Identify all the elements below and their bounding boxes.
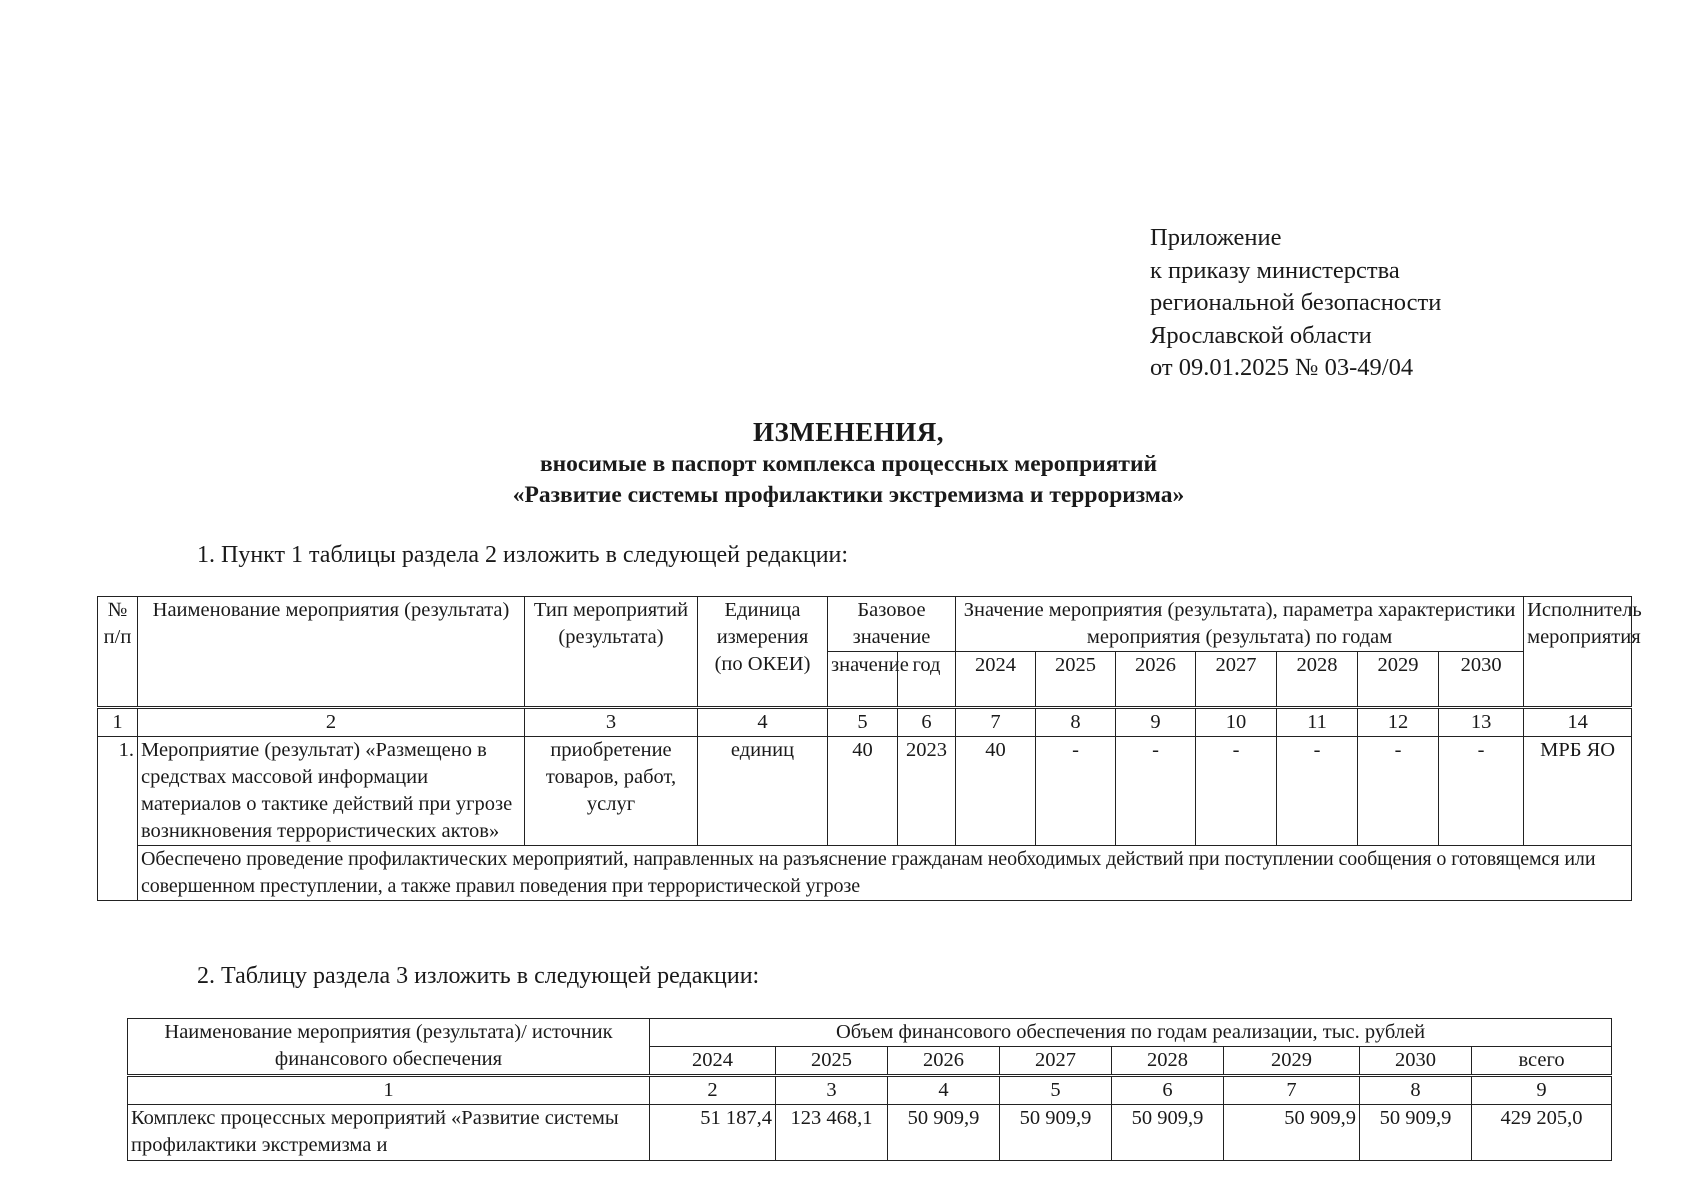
appendix-line-3: региональной безопасности [1150,289,1442,316]
colnum-9: 9 [1472,1076,1612,1105]
row-base-value: 40 [828,737,898,846]
header-base-value: значение [828,652,898,708]
colnum-8: 8 [1360,1076,1472,1105]
row-num: 1. [98,737,138,901]
row-value-2027: 50 909,9 [1000,1105,1112,1161]
row-value-2026: 50 909,9 [888,1105,1000,1161]
row-value-2026: - [1116,737,1196,846]
row-base-year: 2023 [898,737,956,846]
row-value-2027: - [1196,737,1277,846]
appendix-line-2: к приказу министерства [1150,256,1400,284]
header-year-2030: 2030 [1439,652,1524,708]
row-value-2028: 50 909,9 [1112,1105,1224,1161]
row-executor: МРБ ЯО [1524,737,1632,846]
header-num: № п/п [98,597,138,708]
row-type: приобретение товаров, работ, услуг [525,737,698,846]
header-unit: Единица измерения (по ОКЕИ) [698,597,828,708]
paragraph-2: 2. Таблицу раздела 3 изложить в следующей редакции: [197,963,760,989]
colnum-2: 2 [650,1076,776,1105]
row-value-2029: 50 909,9 [1224,1105,1360,1161]
colnum-11: 11 [1277,708,1358,737]
colnum-3: 3 [525,708,698,737]
document-title: ИЗМЕНЕНИЯ, [752,417,944,447]
header-year-2027: 2027 [1000,1047,1112,1076]
colnum-4: 4 [888,1076,1000,1105]
colnum-2: 2 [138,708,525,737]
appendix-line-4: Ярославской области [1150,321,1372,349]
header-values: Значение мероприятия (результата), параметра характеристики мероприятия (результата) по годам [956,597,1524,652]
header-name: Наименование мероприятия (результата) [138,597,525,708]
colnum-6: 6 [1112,1076,1224,1105]
header-year-2024: 2024 [956,652,1036,708]
colnum-1: 1 [98,708,138,737]
row-value-total: 429 205,0 [1472,1105,1612,1161]
colnum-9: 9 [1116,708,1196,737]
colnum-7: 7 [1224,1076,1360,1105]
colnum-8: 8 [1036,708,1116,737]
row-value-2030: - [1439,737,1524,846]
header-year-2025: 2025 [1036,652,1116,708]
header-year-2025: 2025 [776,1047,888,1076]
finance-table [127,1018,1612,1161]
colnum-14: 14 [1524,708,1632,737]
colnum-6: 6 [898,708,956,737]
colnum-13: 13 [1439,708,1524,737]
colnum-5: 5 [828,708,898,737]
colnum-7: 7 [956,708,1036,737]
appendix-line-1: Приложение [1150,224,1282,251]
row-value-2029: - [1358,737,1439,846]
appendix-line-5: от 09.01.2025 № 03-49/04 [1150,354,1414,381]
header-year-2026: 2026 [888,1047,1000,1076]
colnum-5: 5 [1000,1076,1112,1105]
row-value-2028: - [1277,737,1358,846]
paragraph-1: 1. Пункт 1 таблицы раздела 2 изложить в следующей редакции: [197,542,849,568]
appendix-block [1150,222,1441,385]
header-year-2028: 2028 [1112,1047,1224,1076]
header-name-source: Наименование мероприятия (результата)/ источник финансового обеспечения [128,1019,650,1076]
header-year-2028: 2028 [1277,652,1358,708]
header-year-2027: 2027 [1196,652,1277,708]
row-name: Мероприятие (результат) «Размещено в средствах массовой информации материалов о тактике действий при угрозе возникновения террористических актов» [138,737,525,846]
row-note: Обеспечено проведение профилактических мероприятий, направленных на разъяснение гражданам необходимых действий при поступлении сообщения о готовящемся или совершенном преступлении, а также правил поведения при террористической угрозе [138,846,1632,901]
colnum-1: 1 [128,1076,650,1105]
header-base-year: год [898,652,956,708]
row-value-2025: - [1036,737,1116,846]
colnum-12: 12 [1358,708,1439,737]
document-subtitle-2: «Развитие системы профилактики экстремизма и терроризма» [512,482,1185,508]
row-name: Комплекс процессных мероприятий «Развитие системы профилактики экстремизма и [128,1105,650,1161]
header-year-2029: 2029 [1358,652,1439,708]
row-unit: единиц [698,737,828,846]
row-value-2024: 40 [956,737,1036,846]
colnum-4: 4 [698,708,828,737]
header-executor: Исполнитель мероприятия [1524,597,1632,708]
table-row [98,737,1632,846]
header-volume: Объем финансового обеспечения по годам реализации, тыс. рублей [650,1019,1612,1047]
header-year-2026: 2026 [1116,652,1196,708]
colnum-10: 10 [1196,708,1277,737]
measures-table [97,596,1642,901]
row-value-2024: 51 187,4 [650,1105,776,1161]
table-row [128,1105,1612,1161]
header-year-2024: 2024 [650,1047,776,1076]
header-year-2030: 2030 [1360,1047,1472,1076]
document-subtitle-1: вносимые в паспорт комплекса процессных мероприятий [539,451,1158,477]
header-total: всего [1472,1047,1612,1076]
colnum-3: 3 [776,1076,888,1105]
header-year-2029: 2029 [1224,1047,1360,1076]
row-value-2030: 50 909,9 [1360,1105,1472,1161]
header-type: Тип мероприятий (результата) [525,597,698,708]
header-base: Базовое значение [828,597,956,652]
row-value-2025: 123 468,1 [776,1105,888,1161]
